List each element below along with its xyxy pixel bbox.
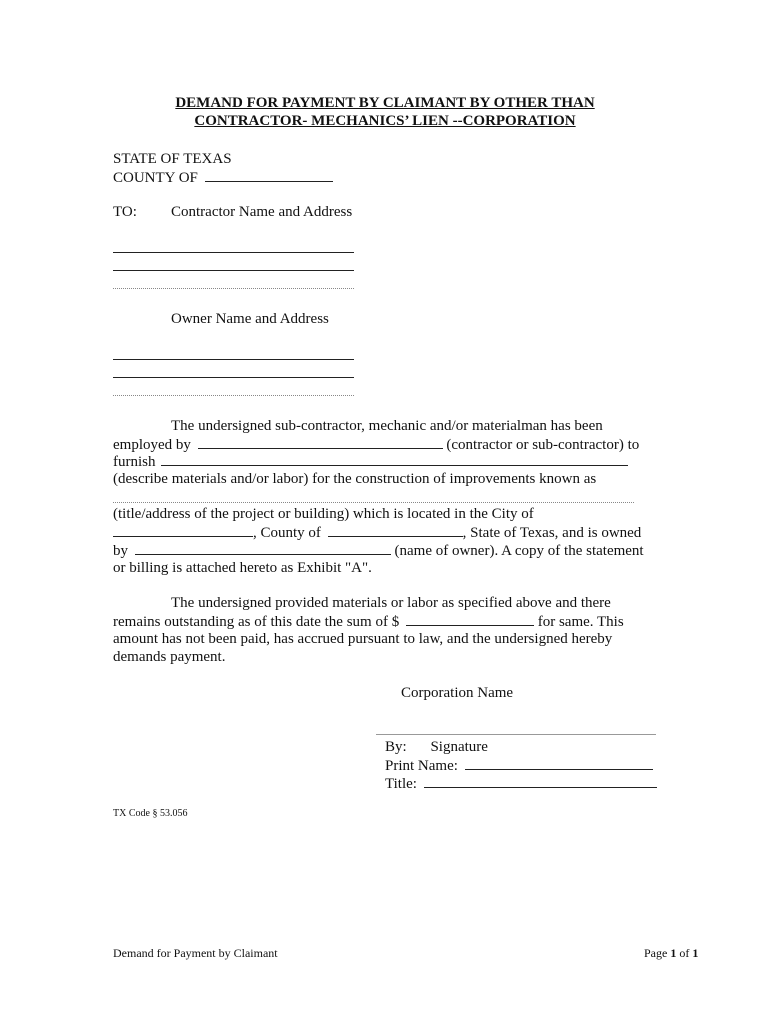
footer-document-name: Demand for Payment by Claimant	[113, 946, 278, 960]
p2-line-3: amount has not been paid, has accrued pursuant to law, and the undersigned hereby	[113, 631, 613, 647]
p1-city-row	[113, 523, 641, 542]
to-label: TO:	[113, 204, 137, 220]
title-row	[385, 774, 657, 793]
contractor-address-line-2[interactable]	[113, 270, 354, 271]
owner-address-line-2[interactable]	[113, 377, 354, 378]
furnish-blank[interactable]	[161, 452, 628, 466]
page-total: 1	[692, 946, 699, 960]
contractor-address-line-3[interactable]	[113, 288, 354, 289]
p2-line-4: demands payment.	[113, 649, 226, 665]
by-label: by	[113, 543, 128, 559]
state-label: STATE OF TEXAS	[113, 151, 232, 167]
p1-exhibit: or billing is attached hereto as Exhibit "A".	[113, 560, 372, 576]
print-name-label: Print Name:	[385, 758, 458, 774]
state-owned-label: , State of Texas, and is owned	[462, 525, 642, 541]
owner-name-blank[interactable]	[135, 541, 391, 555]
county-label: COUNTY OF	[113, 170, 198, 186]
p1-describe: (describe materials and/or labor) for the construction of improvements known as	[113, 471, 597, 487]
amount-blank[interactable]	[406, 612, 534, 626]
p1-line-1: The undersigned sub-contractor, mechanic and/or materialman has been	[171, 418, 603, 434]
amount-label: remains outstanding as of this date the sum of $	[113, 614, 400, 630]
page-current: 1	[670, 946, 677, 960]
title-label: Title:	[385, 776, 417, 792]
owner-address-line-1[interactable]	[113, 359, 354, 360]
p2-amount-row	[113, 612, 624, 631]
corporation-name-label: Corporation Name	[401, 685, 514, 701]
owner-name-label: Owner Name and Address	[171, 311, 329, 327]
document-title-line-1: DEMAND FOR PAYMENT BY CLAIMANT BY OTHER THAN	[175, 95, 595, 111]
contractor-address-line-1[interactable]	[113, 252, 354, 253]
employed-by-blank[interactable]	[198, 435, 443, 449]
sig-by-label: By:	[385, 739, 407, 755]
by-signature-row	[385, 738, 488, 756]
print-name-blank[interactable]	[465, 756, 653, 770]
page-prefix: Page	[644, 946, 668, 960]
furnish-label: furnish	[113, 454, 156, 470]
print-name-row	[385, 756, 653, 775]
city-blank[interactable]	[113, 523, 253, 537]
p1-title-address: (title/address of the project or building) which is located in the City of	[113, 506, 534, 522]
for-same-label: for same. This	[537, 614, 624, 630]
tx-code-reference: TX Code § 53.056	[113, 808, 188, 819]
signature-label: Signature	[430, 739, 488, 755]
signature-line[interactable]	[376, 734, 656, 735]
county-of-label: , County of	[253, 525, 321, 541]
p1-by-row	[113, 541, 644, 560]
county-row	[113, 168, 333, 187]
p1-furnish-row	[113, 452, 628, 471]
project-county-blank[interactable]	[328, 523, 463, 537]
contractor-note: (contractor or sub-contractor) to	[446, 437, 640, 453]
county-blank[interactable]	[205, 168, 333, 182]
contractor-name-label: Contractor Name and Address	[171, 204, 353, 220]
page-of: of	[679, 946, 690, 960]
project-title-line[interactable]	[113, 502, 634, 503]
employed-by-label: employed by	[113, 437, 191, 453]
title-blank[interactable]	[424, 774, 657, 788]
owner-address-line-3[interactable]	[113, 395, 354, 396]
document-title-line-2: CONTRACTOR- MECHANICS’ LIEN --CORPORATION	[194, 113, 576, 129]
page-number	[644, 946, 698, 961]
owner-note: (name of owner). A copy of the statement	[394, 543, 644, 559]
p2-line-1: The undersigned provided materials or labor as specified above and there	[171, 595, 611, 611]
